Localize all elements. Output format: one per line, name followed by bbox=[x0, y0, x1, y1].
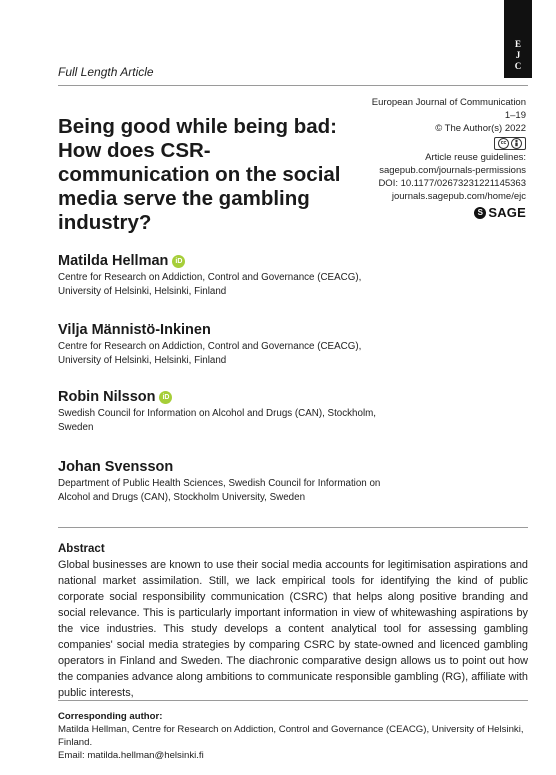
abstract-divider bbox=[58, 527, 528, 528]
author-name: Matilda Hellman bbox=[58, 253, 169, 269]
journal-tab-letter: C bbox=[514, 61, 522, 71]
attribution-icon bbox=[511, 138, 522, 149]
orcid-icon[interactable]: iD bbox=[159, 391, 172, 404]
journal-name: European Journal of Communication bbox=[371, 97, 526, 108]
corresponding-heading: Corresponding author: bbox=[58, 711, 163, 722]
author-affiliation: Swedish Council for Information on Alcohol and Drugs (CAN), Stockholm, Sweden bbox=[58, 408, 376, 433]
author-affiliation: Centre for Research on Addiction, Control and Governance (CEACG), University of Helsinki, Helsinki, Finland bbox=[58, 341, 362, 366]
footnote-divider bbox=[58, 700, 528, 701]
reuse-link[interactable]: sagepub.com/journals-permissions bbox=[379, 165, 526, 176]
sage-wordmark: SAGE bbox=[488, 205, 526, 220]
author-name: Vilja Männistö-Inkinen bbox=[58, 322, 211, 338]
doi[interactable]: DOI: 10.1177/02673231221145363 bbox=[378, 178, 526, 189]
paper-title: Being good while being bad: How does CSR-communication on the social media serve the gambling industry? bbox=[58, 115, 341, 234]
corresponding-email[interactable]: Email: matilda.hellman@helsinki.fi bbox=[58, 750, 204, 761]
journal-tab-letter: E bbox=[514, 39, 521, 49]
author-block bbox=[58, 321, 388, 368]
abstract-body: Global businesses are known to use their social media accounts for legitimisation aspirations and national market assimilation. Still, we lack empirical tools for identifying the kind of public corporate social responsibility communication (CSRC) that helps along positive branding and social relevance. This is particularly important information in view of whitewashing aspirations by the vice industries. This study develops a content analytical tool for assessing gambling companies' social media strategies by comparing CSRC by state-owned and licenced gambling operators in Finland and Sweden. The diachronic comparative design allows us to point out how the companies advance along ambitions to communicate responsible gambling (RG), affiliate with public interests, bbox=[58, 559, 528, 699]
page-range: 1–19 bbox=[504, 110, 526, 121]
reuse-label: Article reuse guidelines: bbox=[425, 152, 526, 163]
orcid-icon[interactable]: iD bbox=[172, 255, 185, 268]
author-block bbox=[58, 458, 388, 505]
article-type: Full Length Article bbox=[58, 65, 154, 79]
journal-meta bbox=[326, 96, 526, 219]
corresponding-text: Matilda Hellman, Centre for Research on Addiction, Control and Governance (CEACG), University of Helsinki, Finland. bbox=[58, 724, 524, 748]
sage-logo bbox=[474, 206, 526, 219]
sage-logo-mark: S bbox=[474, 207, 486, 219]
author-affiliation: Department of Public Health Sciences, Swedish Council for Information on Alcohol and Drugs (CAN), Stockholm University, Sweden bbox=[58, 478, 381, 503]
author-name: Johan Svensson bbox=[58, 459, 174, 475]
journal-link[interactable]: journals.sagepub.com/home/ejc bbox=[391, 191, 526, 202]
author-name: Robin Nilsson bbox=[58, 389, 156, 405]
copyright: © The Author(s) 2022 bbox=[435, 123, 526, 134]
cc-license-badge[interactable] bbox=[326, 135, 526, 151]
cc-icon: cc bbox=[498, 138, 509, 149]
corresponding-author bbox=[58, 710, 528, 762]
author-block bbox=[58, 252, 388, 299]
journal-tab-letter: J bbox=[515, 50, 521, 60]
author-block bbox=[58, 388, 388, 435]
abstract-heading: Abstract bbox=[58, 543, 105, 555]
header-divider bbox=[58, 85, 528, 86]
author-affiliation: Centre for Research on Addiction, Control and Governance (CEACG), University of Helsinki, Helsinki, Finland bbox=[58, 272, 362, 297]
abstract-section bbox=[58, 542, 528, 701]
journal-tab bbox=[504, 0, 532, 78]
